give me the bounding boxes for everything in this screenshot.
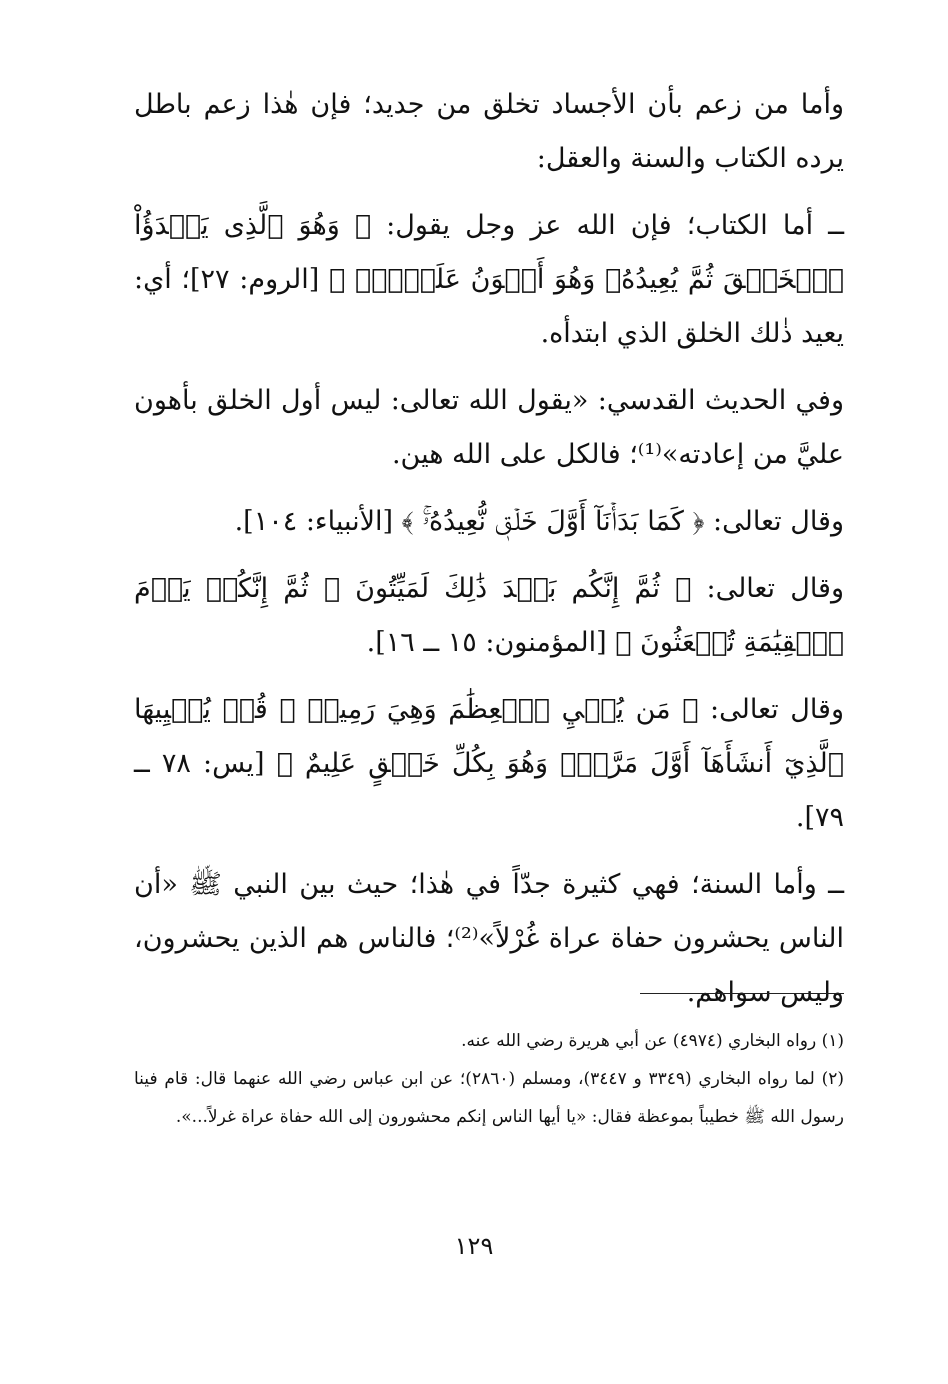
footnote-divider	[640, 993, 844, 994]
paragraph-intro: وأما من زعم بأن الأجساد تخلق من جديد؛ فإن هٰذا زعم باطل يرده الكتاب والسنة والعقل:	[134, 89, 844, 174]
paragraph-muminun-verse: وقال تعالى: ﴿ ثُمَّ إِنَّكُم بَعۡدَ ذَٰلِكَ لَمَيِّتُونَ ۞ ثُمَّ إِنَّكُمۡ يَوۡمَ ٱلۡقِيَٰمَةِ تُبۡعَثُونَ ﴾ [المؤمنون: ١٥ ــ ١٦].	[134, 573, 844, 658]
paragraph-sunnah-evidence: ــ وأما السنة؛ فهي كثيرة جدّاً في هٰذا؛ حيث بين النبي ﷺ «أن الناس يحشرون حفاة عراة غُرْلاً»⁽²⁾؛ فالناس هم الذين يحشرون، وليس سواهم.	[134, 869, 844, 1008]
paragraph-yasin-verse: وقال تعالى: ﴿ مَن يُحۡيِ ٱلۡعِظَٰمَ وَهِيَ رَمِيمٞ ۞ قُلۡ يُحۡيِيهَا ٱلَّذِيٓ أَنشَأَهَآ أَوَّلَ مَرَّةٖۖ وَهُوَ بِكُلِّ خَلۡقٍ عَلِيمٌ ﴾ [يس: ٧٨ ــ ٧٩].	[134, 694, 844, 833]
paragraph-hadith-qudsi: وفي الحديث القدسي: «يقول الله تعالى: ليس أول الخلق بأهون عليَّ من إعادته»⁽¹⁾؛ فالكل على الله هين.	[134, 385, 844, 470]
page-number: ١٢٩	[454, 1232, 494, 1260]
footnote-1: (١) رواه البخاري (٤٩٧٤) عن أبي هريرة رضي الله عنه.	[461, 1031, 844, 1051]
main-text	[134, 78, 844, 1020]
paragraph-anbiya-verse: وقال تعالى: ﴿ كَمَا بَدَأۡنَآ أَوَّلَ خَلۡقٖ نُّعِيدُهُۥۚ ﴾ [الأنبياء: ١٠٤].	[234, 506, 844, 537]
footnote-2: (٢) لما رواه البخاري (٣٣٤٩ و ٣٤٤٧)، ومسلم (٢٨٦٠)؛ عن ابن عباس رضي الله عنهما قال: قام فينا رسول الله ﷺ خطيباً بموعظة فقال: «يا أيها الناس إنكم محشورون إلى الله حفاة عراة غرلاً...».	[134, 1069, 844, 1127]
footnotes	[134, 1022, 844, 1136]
paragraph-quran-evidence: ــ أما الكتاب؛ فإن الله عز وجل يقول: ﴿ وَهُوَ ٱلَّذِى يَبۡدَؤُاْ ٱلۡخَلۡقَ ثُمَّ يُعِيدُهُۥ وَهُوَ أَهۡوَنُ عَلَيۡهِۚ ﴾ [الروم: ٢٧]؛ أي: يعيد ذٰلك الخلق الذي ابتدأه.	[134, 210, 844, 349]
